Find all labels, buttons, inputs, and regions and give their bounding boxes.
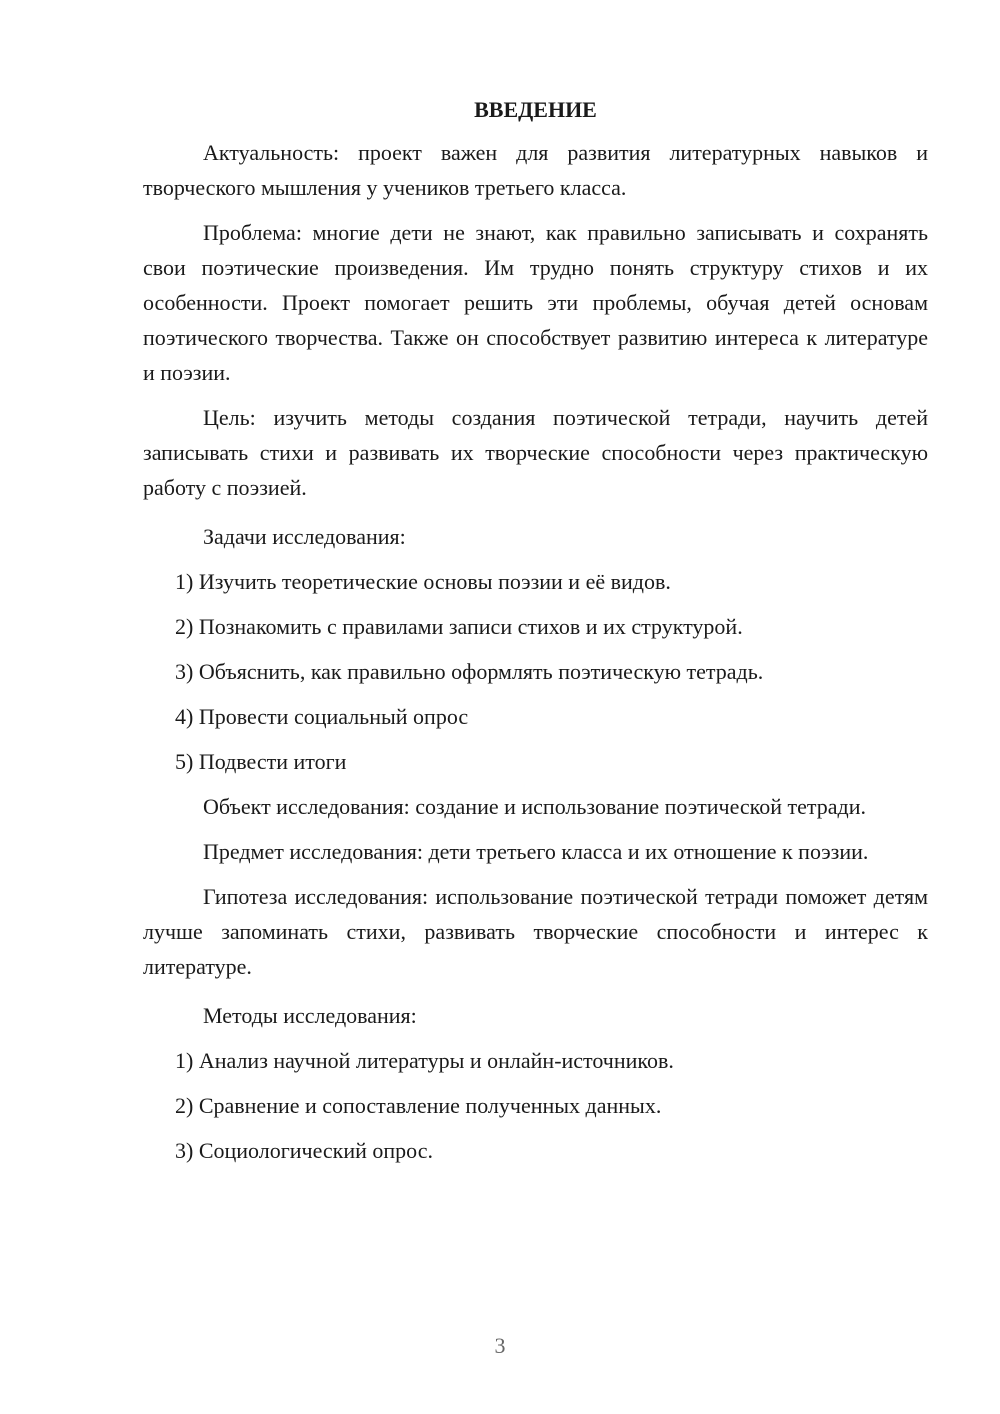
list-item: 1) Анализ научной литературы и онлайн-источников.: [175, 1048, 674, 1073]
hypothesis-paragraph: Гипотеза исследования: использование поэтической тетради поможет детям лучше запоминать стихи, развивать творческие способности и интерес к литературе.: [143, 884, 928, 979]
list-item: 3) Социологический опрос.: [175, 1138, 433, 1163]
problem-paragraph: Проблема: многие дети не знают, как правильно записывать и сохранять свои поэтические произведения. Им трудно понять структуру стихов и их особенности. Проект помогает решить эти проблемы, обучая детей основам поэтического творчества. Также он способствует развитию интереса к литературе и поэзии.: [143, 220, 928, 385]
tasks-list: [143, 564, 928, 779]
list-item: 5) Подвести итоги: [175, 749, 347, 774]
list-item: 1) Изучить теоретические основы поэзии и её видов.: [175, 569, 671, 594]
object-paragraph: Объект исследования: создание и использование поэтической тетради.: [203, 794, 866, 819]
page-title: ВВЕДЕНИЕ: [474, 97, 597, 122]
methods-heading: Методы исследования:: [203, 1003, 417, 1028]
list-item: 2) Сравнение и сопоставление полученных данных.: [175, 1093, 662, 1118]
subject-paragraph: Предмет исследования: дети третьего класса и их отношение к поэзии.: [203, 839, 869, 864]
page-content: [143, 92, 928, 1178]
list-item: 2) Познакомить с правилами записи стихов и их структурой.: [175, 614, 743, 639]
goal-paragraph: Цель: изучить методы создания поэтической тетради, научить детей записывать стихи и развивать их творческие способности через практическую работу с поэзией.: [143, 405, 928, 500]
relevance-paragraph: Актуальность: проект важен для развития литературных навыков и творческого мышления у учеников третьего класса.: [143, 140, 928, 200]
list-item: 3) Объяснить, как правильно оформлять поэтическую тетрадь.: [175, 659, 764, 684]
methods-list: [143, 1043, 928, 1168]
page-number: 3: [494, 1333, 506, 1358]
list-item: 4) Провести социальный опрос: [175, 704, 469, 729]
tasks-heading: Задачи исследования:: [203, 524, 406, 549]
